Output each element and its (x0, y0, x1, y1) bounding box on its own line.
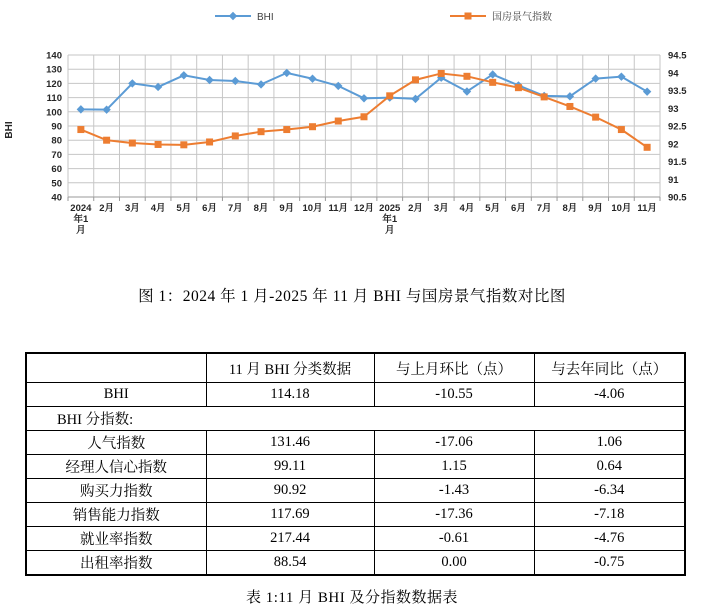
left-axis-tick-label: 110 (46, 93, 62, 105)
国房景气指数-marker (618, 126, 625, 133)
value-cell: 117.69 (206, 503, 374, 527)
row-label: BHI (26, 383, 206, 407)
value-cell: 0.64 (534, 455, 685, 479)
value-cell: -17.36 (374, 503, 534, 527)
BHI-marker (231, 77, 239, 85)
left-axis-tick-label: 60 (51, 164, 62, 176)
row-label: 经理人信心指数 (26, 455, 206, 479)
figure-caption: 图 1：2024 年 1 月-2025 年 11 月 BHI 与国房景气指数对比图 (138, 288, 566, 305)
table-row (26, 383, 685, 407)
国房景气指数-marker (361, 113, 368, 120)
table-row (26, 407, 685, 431)
x-axis-label: 4月 (150, 203, 166, 214)
left-axis-tick-label: 120 (46, 78, 62, 90)
BHI-marker (77, 105, 85, 113)
value-cell: -0.75 (534, 551, 685, 576)
BHI-marker (229, 12, 237, 20)
国房景气指数-marker (206, 138, 213, 145)
x-axis-label: 8月 (562, 203, 578, 214)
column-header: 与去年同比（点） (534, 353, 685, 383)
国房景气指数-marker (541, 93, 548, 100)
国房景气指数-marker (180, 141, 187, 148)
right-axis-tick-label: 91.5 (668, 157, 687, 168)
BHI-marker (643, 87, 651, 95)
国房景气指数-marker (309, 123, 316, 130)
value-cell: 0.00 (374, 551, 534, 576)
国房景气指数-marker (386, 92, 393, 99)
right-axis-tick-label: 93.5 (668, 86, 687, 97)
x-axis-label: 9月 (588, 203, 604, 214)
国房景气指数-marker (77, 126, 84, 133)
国房景气指数-marker (335, 118, 342, 125)
国房景气指数-series (77, 70, 650, 151)
table-row (26, 431, 685, 455)
国房景气指数-marker (515, 84, 522, 91)
x-axis-label: 6月 (202, 203, 217, 214)
x-axis-label: 8月 (253, 203, 269, 214)
x-axis-label: 10月 (302, 203, 323, 214)
value-cell: -1.43 (374, 479, 534, 503)
right-axis-tick-label: 90.5 (668, 192, 687, 204)
BHI-marker (180, 71, 188, 79)
table-row (26, 455, 685, 479)
section-row-label: BHI 分指数: (26, 407, 685, 431)
国房景气指数-marker (283, 126, 290, 133)
row-label: 出租率指数 (26, 551, 206, 576)
x-axis-label: 2月 (408, 203, 423, 214)
right-axis-tick-label: 93 (668, 103, 679, 115)
x-axis-label: 4月 (459, 203, 475, 214)
x-axis-label: 5月 (485, 203, 501, 214)
国房景气指数-marker (489, 79, 496, 86)
column-header: 与上月环比（点） (374, 353, 534, 383)
left-axis-tick-label: 40 (51, 192, 62, 204)
x-axis-label: 10月 (611, 203, 632, 214)
value-cell: -0.61 (374, 527, 534, 551)
国房景气指数-marker (566, 103, 573, 110)
corner-header-cell (26, 353, 206, 383)
gridlines (68, 55, 660, 201)
value-cell: 1.15 (374, 455, 534, 479)
BHI-marker (154, 83, 162, 91)
国房景气指数-marker (438, 70, 445, 77)
x-axis-label: 9月 (279, 203, 295, 214)
value-cell: -10.55 (374, 383, 534, 407)
国房景气指数-marker (412, 76, 419, 83)
left-axis-tick-label: 70 (51, 149, 62, 161)
国房景气指数-marker (258, 128, 265, 135)
row-label: 就业率指数 (26, 527, 206, 551)
x-axis-label: 7月 (227, 203, 243, 214)
column-header: 11 月 BHI 分类数据 (206, 353, 374, 383)
right-axis-tick-label: 92.5 (668, 121, 687, 133)
table-row (26, 479, 685, 503)
x-axis-label: 3月 (124, 203, 140, 214)
BHI-marker (283, 69, 291, 77)
table-row (26, 527, 685, 551)
left-axis-tick-label: 50 (51, 178, 62, 190)
value-cell: -7.18 (534, 503, 685, 527)
x-axis-label: 2024 年1 月 (70, 203, 92, 236)
table-header-row (26, 353, 685, 383)
right-axis-ticks (668, 51, 687, 204)
bhi-comparison-chart (0, 0, 704, 242)
value-cell: -6.34 (534, 479, 685, 503)
row-label: 销售能力指数 (26, 503, 206, 527)
x-axis-labels (70, 203, 657, 236)
value-cell: -4.76 (534, 527, 685, 551)
国房景气指数-marker (592, 114, 599, 121)
x-axis-label: 3月 (433, 203, 449, 214)
right-axis-tick-label: 94 (668, 68, 679, 80)
right-axis-tick-label: 91 (668, 174, 679, 186)
right-axis-tick-label: 92 (668, 139, 679, 151)
value-cell: 1.06 (534, 431, 685, 455)
left-axis-tick-label: 130 (46, 64, 62, 76)
table-caption: 表 1:11 月 BHI 及分指数数据表 (246, 590, 458, 606)
BHI-marker (617, 72, 625, 80)
国房景气指数-marker (103, 137, 110, 144)
x-axis-label: 7月 (536, 203, 552, 214)
table-row (26, 503, 685, 527)
value-cell: -4.06 (534, 383, 685, 407)
value-cell: 88.54 (206, 551, 374, 576)
BHI-series (77, 69, 652, 114)
国房景气指数-marker (155, 141, 162, 148)
left-axis-tick-label: 90 (51, 121, 62, 133)
chart-legend (215, 10, 552, 23)
x-axis-label: 6月 (511, 203, 526, 214)
value-cell: 217.44 (206, 527, 374, 551)
国房景气指数-marker (463, 73, 470, 80)
国房景气指数-marker (644, 144, 651, 151)
x-axis-label: 2025 年1 月 (379, 203, 401, 236)
legend-label: BHI (257, 12, 274, 23)
bhi-data-table (25, 352, 686, 576)
国房景气指数-marker (232, 132, 239, 139)
line-chart-canvas (0, 0, 704, 242)
x-axis-label: 11月 (328, 203, 349, 214)
value-cell: 114.18 (206, 383, 374, 407)
BHI-marker (308, 75, 316, 83)
x-axis-label: 2月 (99, 203, 115, 214)
left-axis-tick-label: 80 (51, 135, 62, 147)
row-label: 购买力指数 (26, 479, 206, 503)
x-axis-label: 12月 (353, 203, 375, 214)
value-cell: 99.11 (206, 455, 374, 479)
left-axis-ticks (46, 51, 62, 204)
国房景气指数-marker (129, 140, 136, 147)
right-axis-tick-label: 94.5 (668, 50, 687, 62)
value-cell: -17.06 (374, 431, 534, 455)
BHI-marker (360, 94, 368, 102)
legend-label: 国房景气指数 (492, 12, 552, 23)
value-cell: 90.92 (206, 479, 374, 503)
left-axis-tick-label: 140 (46, 50, 62, 62)
left-axis-tick-label: 100 (46, 107, 62, 119)
y-axis-title: BHI (4, 121, 15, 139)
国房景气指数-marker (465, 13, 472, 20)
table-row (26, 551, 685, 576)
row-label: 人气指数 (26, 431, 206, 455)
BHI-marker (257, 80, 265, 88)
x-axis-label: 11月 (637, 203, 657, 214)
value-cell: 131.46 (206, 431, 374, 455)
x-axis-label: 5月 (176, 203, 192, 214)
